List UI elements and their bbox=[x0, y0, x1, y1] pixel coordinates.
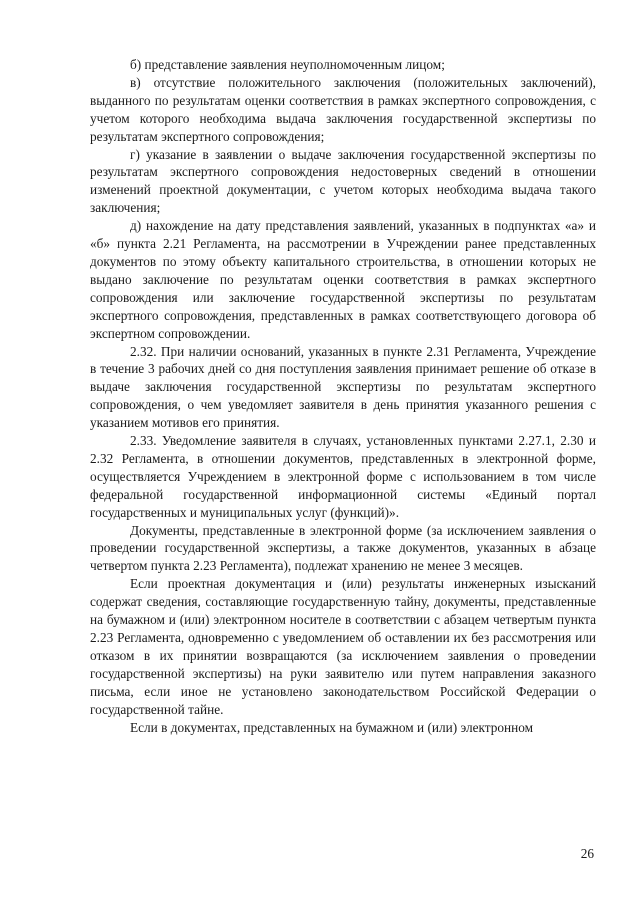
paragraph-continued: Если в документах, представленных на бумажном и (или) электронном bbox=[130, 719, 534, 735]
paragraph-item-v: в) отсутствие положительного заключения (положительных заключений), выданного по результатам оценки соответствия в рамках экспертного сопровождения, с учетом которого необходима выдача заключения государственной экспертизы по результатам экспертного сопровождения; bbox=[90, 74, 596, 144]
paragraph-state-secret: Если проектная документация и (или) результаты инженерных изысканий содержат сведения, составляющие государственную тайну, документы, представленные на бумажном и (или) электронном носителе в соответствии с абзацем четвертым пункта 2.23 Регламента, одновременно с уведомлением об оставлении их без рассмотрения или отказом в их принятии возвращаются (за исключением заявления о проведении государственной экспертизы) на руки заявителю или путем направления заказного письма, если иное не установлено законодательством Российской Федерации о государственной тайне. bbox=[90, 576, 596, 717]
paragraph-2-32: 2.32. При наличии оснований, указанных в пункте 2.31 Регламента, Учреждение в течение 3 рабочих дней со дня поступления заявления принимает решение об отказе в выдаче заключения государственной экспертизы по результатам экспертного сопровождения, о чем уведомляет заявителя в день принятия указанного решения с указанием мотивов его принятия. bbox=[90, 343, 596, 431]
paragraph-item-b: б) представление заявления неуполномоченным лицом; bbox=[130, 57, 445, 72]
paragraph-item-g: г) указание в заявлении о выдаче заключения государственной экспертизы по результатам экспертного сопровождения недостоверных сведений в отношении изменений проектной документации, с учетом которых необходима выдача такого заключения; bbox=[90, 146, 596, 216]
document-body bbox=[90, 56, 596, 736]
paragraph-item-d: д) нахождение на дату представления заявлений, указанных в подпунктах «а» и «б» пункта 2.21 Регламента, на рассмотрении в Учреждении ранее представленных документов по этому объекту капитального строительства, в отношении которых не выдано заключение по результатам оценки соответствия в рамках экспертного сопровождения или заключение государственной экспертизы по результатам экспертного сопровождения, представленных в рамках соответствующего договора об экспертном сопровождении. bbox=[90, 218, 596, 341]
page-number: 26 bbox=[580, 846, 594, 861]
paragraph-2-33: 2.33. Уведомление заявителя в случаях, установленных пунктами 2.27.1, 2.30 и 2.32 Регламента, в отношении документов, представленных в электронной форме, осуществляется Учреждением в электронной форме с использованием в том числе федеральной государственной информационной системы «Единый портал государственных и муниципальных услуг (функций)». bbox=[90, 433, 596, 520]
paragraph-storage: Документы, представленные в электронной форме (за исключением заявления о проведении государственной экспертизы, а также документов, указанных в абзаце четвертом пункта 2.23 Регламента), подлежат хранению не менее 3 месяцев. bbox=[90, 522, 596, 574]
